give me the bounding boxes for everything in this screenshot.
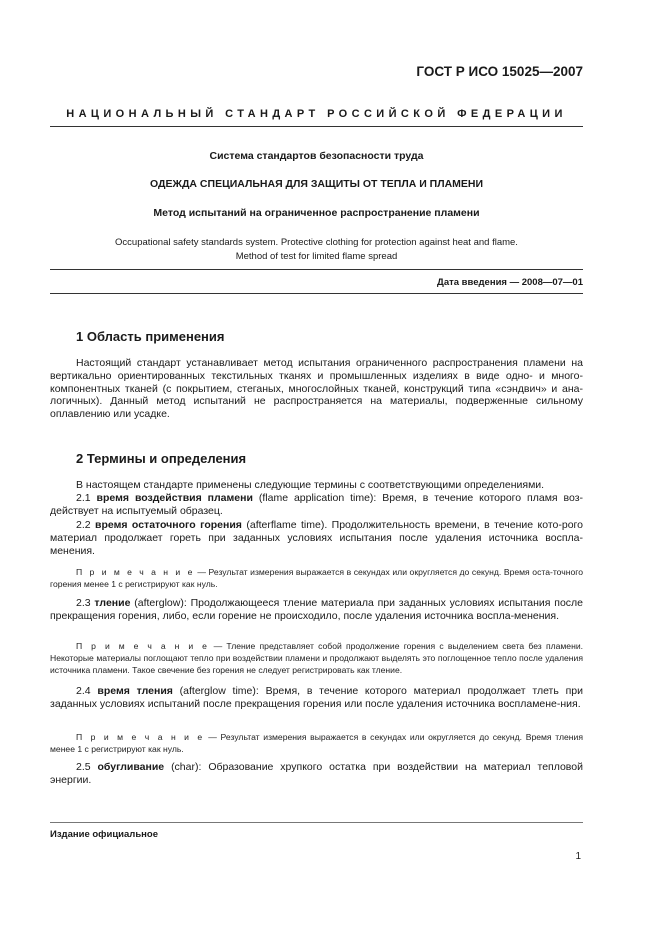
term-2-2: [50, 519, 583, 557]
document-subtitle: Метод испытаний на ограниченное распространение пламени: [153, 207, 480, 219]
note-label: П р и м е ч а н и е: [76, 732, 205, 742]
term-english: (afterflame time).: [246, 519, 328, 531]
term-definition: Образование хрупкого остатка при воздействии на материал тепловой энергии.: [50, 761, 583, 786]
banner-divider: [50, 126, 583, 127]
note-2-3: [50, 640, 583, 676]
english-title-line1: Occupational safety standards system. Protective clothing for protection against heat and flame.: [115, 237, 518, 248]
footer-divider: [50, 822, 583, 823]
term-name: обугливание: [97, 761, 165, 773]
term-name: тление: [94, 597, 131, 609]
term-name: время воздействия пламени: [96, 492, 253, 504]
note-label: П р и м е ч а н и е: [76, 641, 210, 651]
term-english: (afterglow time):: [179, 685, 259, 697]
term-definition: Продолжающееся тление материала при заданных условиях испытания после прекращения горения, либо, если горение не происходило, после удаления источника воспла-менения.: [50, 597, 584, 622]
intro-date-divider-bottom: [50, 293, 583, 294]
note-text: — Результат измерения выражается в секундах или округляется до секунд. Время тления менее 1 с регистрируют как нуль.: [50, 732, 583, 754]
english-title-line2: Method of test for limited flame spread: [235, 251, 398, 262]
note-text: — Результат измерения выражается в секундах или округляется до секунд. Время оста-точного горения менее 1 с регистрируют как нуль.: [50, 567, 583, 589]
note-text: — Тление представляет собой продолжение горения с выделением света без пламени. Некоторые материалы поглощают тепло при воздействии пламени и продолжают выделять это поглощенное тепло после удаления источника пламени. Такое свечение без горения не следует регистрировать как тление.: [50, 641, 584, 675]
english-title: [50, 236, 583, 264]
term-2-1: [50, 492, 583, 518]
note-label: П р и м е ч а н и е: [76, 567, 195, 577]
term-definition: Продолжительность времени, в течение кото-рого материал продолжает гореть при заданных условиях испытания после удаления источника воспла-менения.: [50, 519, 583, 557]
term-number: 2.1: [76, 492, 91, 504]
term-2-4: [50, 685, 583, 711]
term-2-3: [50, 597, 583, 623]
term-name: время тления: [97, 685, 173, 697]
official-edition-label: Издание официальное: [50, 829, 158, 840]
section-1-text: [50, 357, 583, 421]
introduction-date: Дата введения — 2008—07—01: [437, 277, 583, 288]
section-1-paragraph: Настоящий стандарт устанавливает метод испытания ограниченного распространения пламени на вертикально ориентированных текстильных тканях и промышленных изделиях в виде одно- и много-компонентных тканей (с покрытием, стеганых, многослойных тканей, конструкций типа «сэндвич» и ана-логичных). Данный метод испытаний не распространяется на материалы, подверженные сильному оплавлению или усадке.: [50, 357, 583, 421]
term-definition: Время, в течение которого пламя воз-действует на испытуемый образец.: [50, 492, 584, 517]
term-english: (flame application time):: [258, 492, 377, 504]
section-1-heading: 1 Область применения: [76, 329, 225, 344]
term-english: (char):: [171, 761, 202, 773]
term-english: (afterglow):: [134, 597, 187, 609]
term-number: 2.5: [76, 761, 91, 773]
note-2-4: [50, 731, 583, 755]
term-definition: Время, в течение которого материал продолжает тлеть при заданных условиях испытаний после прекращения горения или после удаления источника воспламене-ния.: [50, 685, 583, 710]
section-2-heading: 2 Термины и определения: [76, 451, 247, 466]
section-2-intro: [50, 479, 583, 492]
term-name: время остаточного горения: [95, 519, 242, 531]
term-number: 2.4: [76, 685, 91, 697]
standards-series-title: Система стандартов безопасности труда: [209, 150, 424, 162]
national-standard-banner: НАЦИОНАЛЬНЫЙ СТАНДАРТ РОССИЙСКОЙ ФЕДЕРАЦИИ: [66, 108, 567, 120]
term-number: 2.3: [76, 597, 91, 609]
page-number: 1: [575, 851, 581, 862]
section-2-intro-text: В настоящем стандарте применены следующие термины с соответствующими определениями.: [76, 479, 545, 491]
note-2-2: [50, 566, 583, 590]
document-id: ГОСТ Р ИСО 15025—2007: [416, 64, 583, 79]
term-2-5: [50, 761, 583, 787]
intro-date-divider-top: [50, 269, 583, 270]
term-number: 2.2: [76, 519, 91, 531]
document-title: ОДЕЖДА СПЕЦИАЛЬНАЯ ДЛЯ ЗАЩИТЫ ОТ ТЕПЛА И ПЛАМЕНИ: [149, 178, 484, 190]
